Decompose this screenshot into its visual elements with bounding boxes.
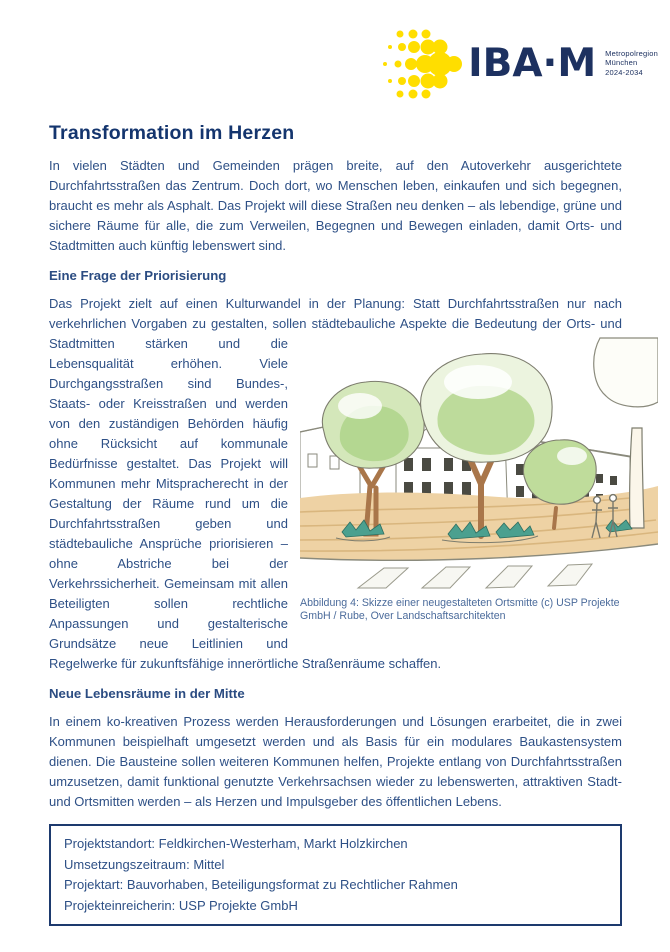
logo-tagline-line2: München bbox=[605, 58, 638, 68]
lebensraeume-paragraph: In einem ko-kreativen Prozess werden Herausforderungen und Lösungen erarbeitet, die in zwei Kommunen beispielhaft umgesetzt werden und als Basis für ein modulares Baukastensystem dienen. Die Bausteine sollen weiteren Kommunen helfen, Projekte entlang von Durchfahrtsstraßen umzusetzen, damit funktional genutzte Verkehrsachsen wieder zu lebenswerten, attraktiven Stadt- und Ortsmitten werden – als Herzen und Impulsgeber des öffentlichen Lebens. bbox=[49, 714, 622, 809]
info-line-projekteinreicherin: Projekteinreicherin: USP Projekte GmbH bbox=[64, 897, 298, 913]
priorisierung-text-part1: Das Projekt zielt auf einen Kulturwandel in der Planung: Statt Durchfahrtsstraßen nur nach verkehrlichen Vorgaben zu gestalten, sollen städtebauliche Aspekte die Bedeutung der bbox=[49, 296, 622, 331]
project-info-box bbox=[49, 824, 622, 926]
logo-wordmark: IBA·M bbox=[468, 40, 597, 86]
iba-dots-icon bbox=[380, 24, 464, 102]
section-heading-lebensraeume: Neue Lebensräume in der Mitte bbox=[49, 686, 245, 701]
figure-caption: Abbildung 4: Skizze einer neugestalteten Ortsmitte (c) USP Projekte GmbH / Rube, Over Landschaftsarchitekten bbox=[300, 597, 620, 623]
iba-m-logo bbox=[49, 24, 658, 102]
logo-tagline-line3: 2024-2034 bbox=[605, 67, 643, 77]
intro-paragraph: In vielen Städten und Gemeinden prägen breite, auf den Autoverkehr ausgerichtete Durchfahrtsstraßen das Zentrum. Doch dort, wo Menschen leben, einkaufen und sich begegnen, braucht es mehr als Asphalt. Das Projekt will diese Straßen neu denken – als lebendige, grüne und sichere Räume für alle, die zum Verweilen, Begegnen und Bewegen einladen, damit Orts- und Stadtmitten auch künftig lebenswert sind. bbox=[49, 158, 622, 253]
priorisierung-paragraph bbox=[49, 294, 622, 674]
section-heading-priorisierung: Eine Frage der Priorisierung bbox=[49, 268, 227, 283]
priorisierung-text-part2: Orts- und Stadtmitten stärken und die Lebensqualität erhöhen. Viele Durchgangsstraßen sind Bundes-, Staats- oder Kreisstraßen und werden von den zuständigen Behörden häufig ohne Rücksicht auf kommunale Bedürfnisse gestaltet. Das Projekt will Kommunen mehr Mitspracherecht in der Gestaltung der Räume rund um die Durchfahrtsstraßen geben und städtebauliche Ansprüche priorisieren – ohne Abstriche bei der Verkehrssicherheit. Gemeinsam mit allen Beteiligten sollen rechtliche Anpassungen und gestalterische Grundsätze neue Leitlinien und Regelwerke für zukunftsfähige innerörtliche Straßenräume schaffen. bbox=[49, 316, 622, 671]
page-title: Transformation im Herzen bbox=[49, 122, 295, 144]
figure-ortsmitte-sketch bbox=[300, 336, 658, 623]
info-line-projektart: Projektart: Bauvorhaben, Beteiligungsformat zu Rechtlicher Rahmen bbox=[64, 877, 458, 892]
ortsmitte-sketch-image bbox=[300, 336, 658, 589]
logo-tagline bbox=[605, 49, 658, 78]
logo-tagline-line1: Metropolregion bbox=[605, 48, 658, 58]
info-line-projektstandort: Projektstandort: Feldkirchen-Westerham, Markt Holzkirchen bbox=[64, 836, 408, 851]
info-line-umsetzungszeitraum: Umsetzungszeitraum: Mittel bbox=[64, 856, 225, 872]
